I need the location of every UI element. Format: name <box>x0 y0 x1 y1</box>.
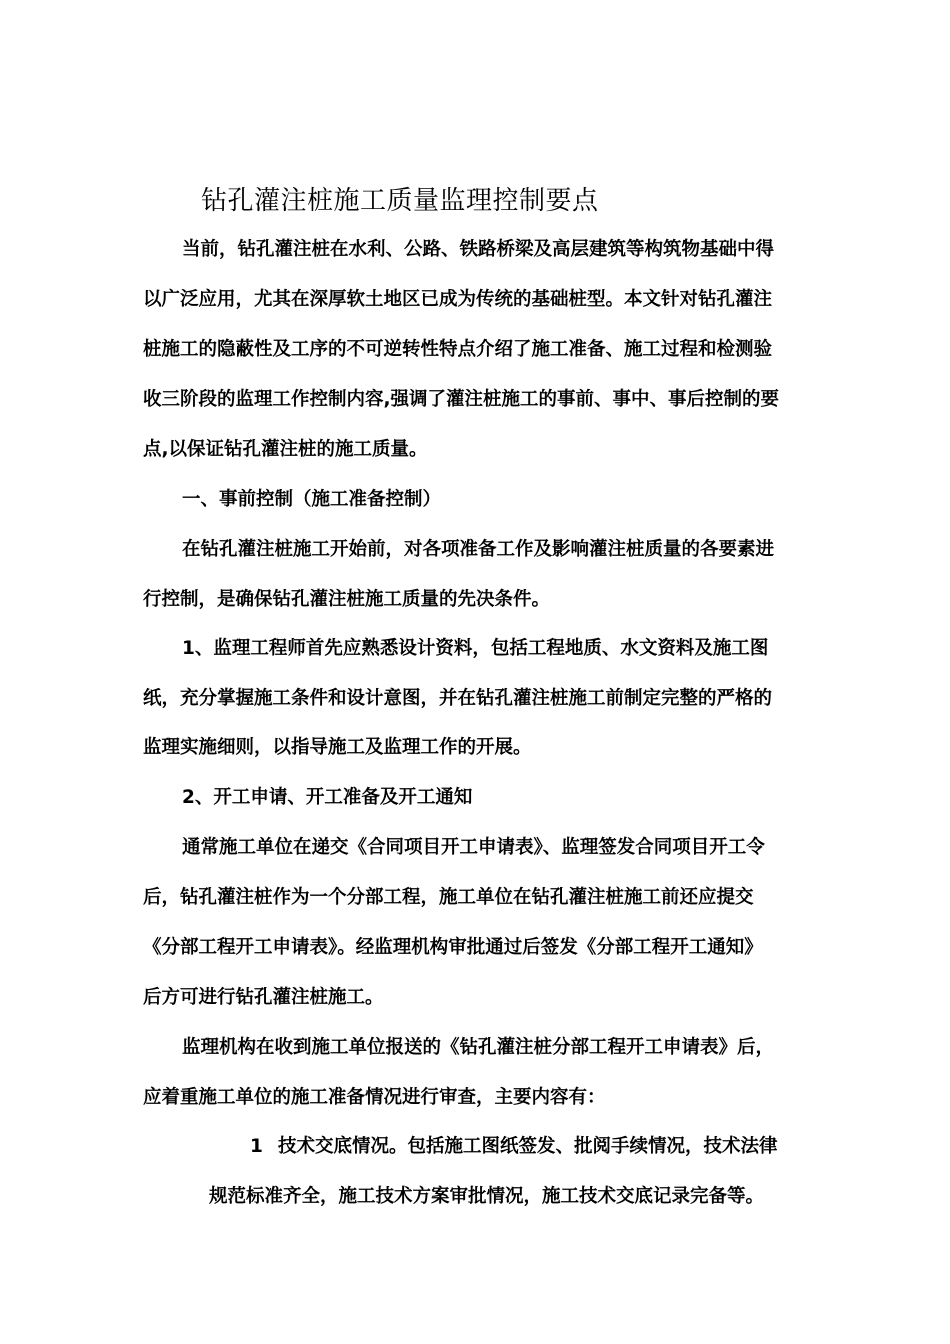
paragraph-line: 《分部工程开工申请表》。经监理机构审批通过后签发《分部工程开工通知》 <box>143 937 763 958</box>
paragraph-line: 点,以保证钻孔灌注桩的施工质量。 <box>143 439 428 460</box>
paragraph-line: 通常施工单位在递交《合同项目开工申请表》、监理签发合同项目开工令 <box>182 837 765 858</box>
list-item-continuation: 规范标准齐全，施工技术方案审批情况，施工技术交底记录完备等。 <box>209 1186 765 1207</box>
paragraph-line: 收三阶段的监理工作控制内容,强调了灌注桩施工的事前、事中、事后控制的要 <box>143 389 780 410</box>
paragraph-line: 1、监理工程师首先应熟悉设计资料，包括工程地质、水文资料及施工图 <box>182 638 769 659</box>
list-item-number: 1 <box>250 1136 263 1157</box>
paragraph-line: 应着重施工单位的施工准备情况进行审查，主要内容有： <box>143 1087 606 1108</box>
section-heading: 一、事前控制（施工准备控制） <box>182 489 442 510</box>
paragraph-line: 监理机构在收到施工单位报送的《钻孔灌注桩分部工程开工申请表》后， <box>182 1037 775 1058</box>
subsection-heading: 2、开工申请、开工准备及开工通知 <box>182 787 473 808</box>
paragraph-line: 后，钻孔灌注桩作为一个分部工程，施工单位在钻孔灌注桩施工前还应提交 <box>143 887 754 908</box>
paragraph-line: 当前，钻孔灌注桩在水利、公路、铁路桥梁及高层建筑等构筑物基础中得 <box>182 239 775 260</box>
list-item-text: 技术交底情况。包括施工图纸签发、批阅手续情况，技术法律 <box>278 1136 778 1157</box>
paragraph-line: 纸，充分掌握施工条件和设计意图，并在钻孔灌注桩施工前制定完整的严格的 <box>143 688 773 709</box>
paragraph-line: 桩施工的隐蔽性及工序的不可逆转性特点介绍了施工准备、施工过程和检测验 <box>143 339 773 360</box>
paragraph-line: 在钻孔灌注桩施工开始前，对各项准备工作及影响灌注桩质量的各要素进 <box>182 539 775 560</box>
paragraph-line: 行控制，是确保钻孔灌注桩施工质量的先决条件。 <box>143 589 551 610</box>
paragraph-line: 监理实施细则，以指导施工及监理工作的开展。 <box>143 737 532 758</box>
paragraph-line: 后方可进行钻孔灌注桩施工。 <box>143 987 384 1008</box>
document-title: 钻孔灌注桩施工质量监理控制要点 <box>201 186 599 216</box>
paragraph-line: 以广泛应用，尤其在深厚软土地区已成为传统的基础桩型。本文针对钻孔灌注 <box>143 289 773 310</box>
list-item <box>250 1135 778 1159</box>
